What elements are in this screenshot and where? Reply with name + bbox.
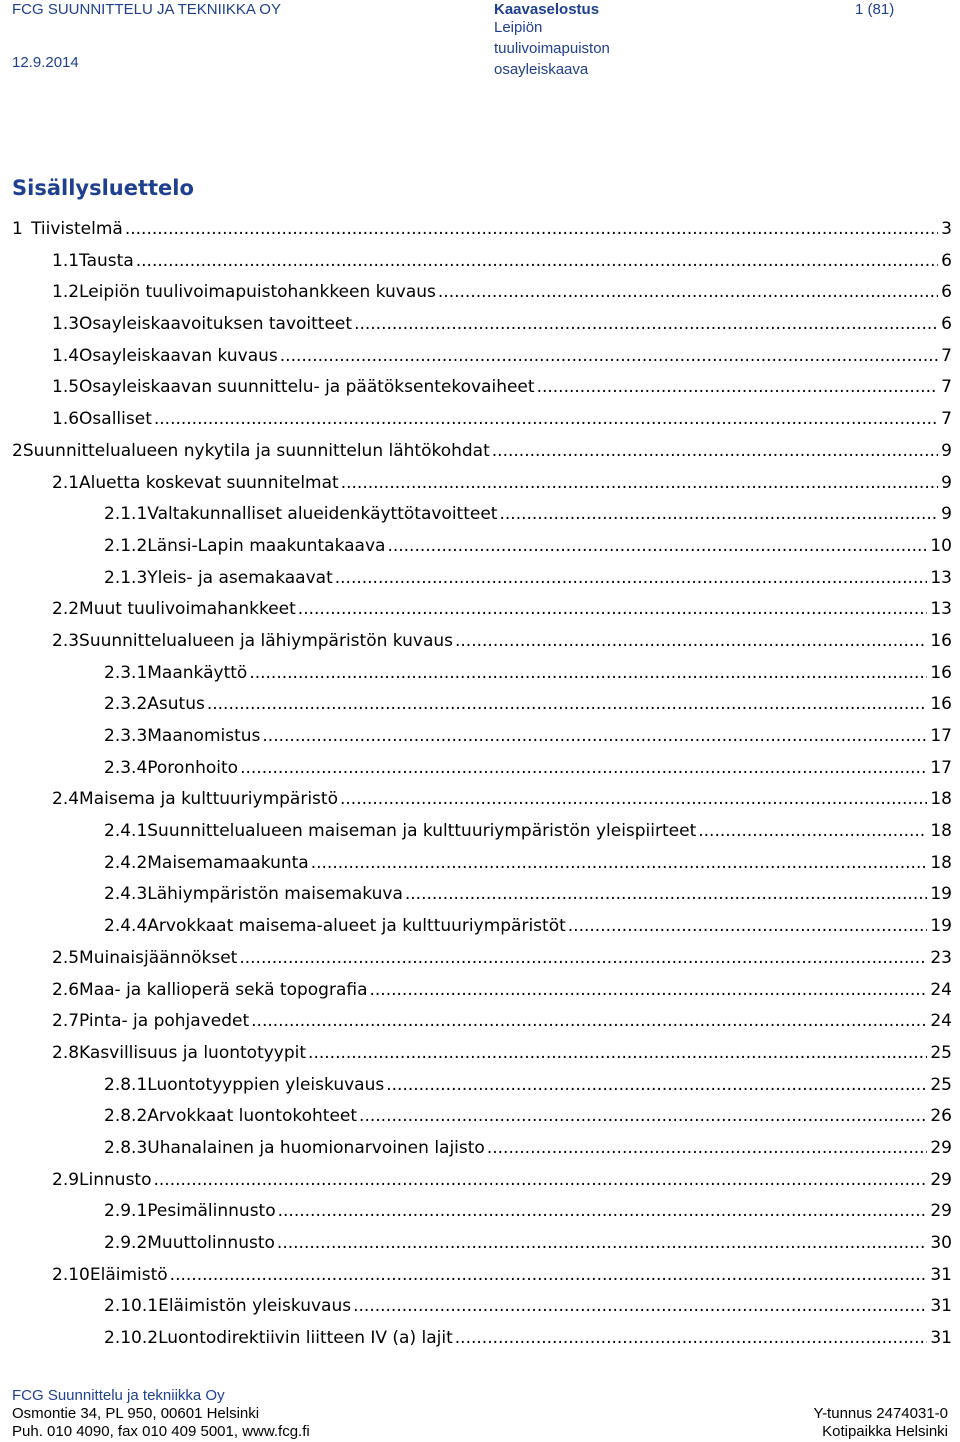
- toc-entry-page: 6: [941, 314, 952, 335]
- toc-entry-number: 2.8: [52, 1042, 80, 1063]
- footer-business-id: Y-tunnus 2474031-0: [813, 1405, 948, 1422]
- toc-dot-leader: [568, 916, 928, 936]
- toc-dot-leader: [340, 789, 927, 809]
- toc-dot-leader: [438, 282, 938, 302]
- toc-dot-leader: [335, 568, 928, 588]
- toc-entry[interactable]: [0, 789, 960, 821]
- toc-entry-page: 6: [941, 250, 952, 271]
- toc-entry-title: Osayleiskaavan kuvaus: [79, 345, 278, 366]
- toc-entry-title: Tiivistelmä: [31, 219, 123, 239]
- toc-dot-leader: [341, 473, 938, 493]
- toc-entry-title: Maisemamaakunta: [147, 852, 309, 873]
- toc-entry-page: 6: [941, 282, 952, 303]
- footer-line-contact: [12, 1423, 948, 1441]
- toc-entry[interactable]: [0, 948, 960, 980]
- toc-entry-page: 9: [941, 440, 952, 461]
- toc-dot-leader: [353, 1296, 927, 1316]
- toc-entry-number: 2.3.1: [104, 662, 148, 683]
- toc-dot-leader: [455, 631, 927, 651]
- toc-entry[interactable]: [0, 251, 960, 283]
- toc-entry[interactable]: [0, 1201, 960, 1233]
- toc-entry-number: 2.5: [52, 947, 80, 968]
- toc-entry[interactable]: [0, 536, 960, 568]
- toc-entry-page: 7: [941, 409, 952, 430]
- toc-dot-leader: [359, 1106, 927, 1126]
- toc-dot-leader: [387, 536, 927, 556]
- toc-entry-number: 2.8.3: [104, 1137, 148, 1158]
- toc-entry-page: 13: [930, 567, 952, 588]
- toc-entry-title: Muuttolinnusto: [147, 1233, 275, 1253]
- toc-entry[interactable]: [0, 694, 960, 726]
- toc-entry[interactable]: [0, 758, 960, 790]
- toc-title: Sisällysluettelo: [12, 176, 194, 200]
- toc-entry[interactable]: [0, 1106, 960, 1138]
- toc-entry-number: 2.3.2: [104, 694, 148, 715]
- toc-entry[interactable]: [0, 1265, 960, 1297]
- header-subject-line: osayleiskaava: [494, 61, 589, 78]
- toc-entry-page: 17: [930, 757, 952, 778]
- toc-entry[interactable]: [0, 282, 960, 314]
- toc-dot-leader: [354, 314, 938, 334]
- toc-entry[interactable]: [0, 980, 960, 1012]
- toc-entry[interactable]: [0, 219, 960, 251]
- toc-entry-page: 19: [930, 916, 952, 937]
- toc-dot-leader: [537, 377, 939, 397]
- toc-entry-page: 9: [941, 472, 952, 493]
- toc-entry-page: 25: [930, 1042, 952, 1063]
- toc-entry-title: Eläimistö: [89, 1264, 168, 1285]
- toc-entry-page: 29: [930, 1169, 952, 1190]
- toc-entry-number: 1.3: [52, 314, 80, 335]
- toc-entry[interactable]: [0, 1075, 960, 1107]
- header-date: 12.9.2014: [12, 54, 79, 71]
- toc-dot-leader: [262, 726, 927, 746]
- toc-entry[interactable]: [0, 1170, 960, 1202]
- toc-entry-title: Suunnittelualueen nykytila ja suunnittelun lähtökohdat: [22, 440, 490, 461]
- toc-entry-page: 24: [930, 1011, 952, 1032]
- toc-entry-title: Pesimälinnusto: [147, 1201, 276, 1222]
- toc-dot-leader: [278, 1201, 928, 1221]
- toc-entry-title: Arvokkaat luontokohteet: [147, 1106, 358, 1127]
- toc-entry-number: 2.9: [52, 1169, 80, 1190]
- toc-entry-page: 31: [930, 1296, 952, 1317]
- toc-dot-leader: [386, 1075, 927, 1095]
- toc-entry-title: Luontodirektiivin liitteen IV (a) lajit: [158, 1328, 453, 1349]
- toc-dot-leader: [405, 884, 927, 904]
- toc-entry-page: 24: [930, 979, 952, 1000]
- toc-entry-title: Suunnittelualueen ja lähiympäristön kuvaus: [79, 630, 453, 651]
- toc-entry-number: 2.6: [52, 979, 80, 1000]
- toc-entry-number: 2.1.1: [104, 504, 148, 525]
- toc-entry-number: 1: [12, 219, 23, 239]
- toc-entry-number: 2.1: [52, 472, 80, 493]
- toc-dot-leader: [170, 1265, 928, 1285]
- toc-entry-title: Eläimistön yleiskuvaus: [158, 1296, 352, 1317]
- toc-entry[interactable]: [0, 1296, 960, 1328]
- toc-entry[interactable]: [0, 346, 960, 378]
- toc-dot-leader: [311, 853, 928, 873]
- toc-entry[interactable]: [0, 821, 960, 853]
- toc-entry-title: Leipiön tuulivoimapuistohankkeen kuvaus: [79, 282, 436, 303]
- toc-entry[interactable]: [0, 409, 960, 441]
- toc-entry-page: 29: [930, 1201, 952, 1222]
- toc-entry-page: 16: [930, 694, 952, 715]
- toc-entry-page: 18: [930, 821, 952, 842]
- header-subject-line: tuulivoimapuiston: [494, 40, 610, 57]
- toc-dot-leader: [492, 441, 938, 461]
- header-page-number: 1 (81): [855, 1, 895, 18]
- toc-entry-title: Maanomistus: [147, 726, 261, 746]
- toc-entry-title: Poronhoito: [147, 757, 239, 778]
- toc-dot-leader: [136, 251, 938, 271]
- toc-entry[interactable]: [0, 1138, 960, 1170]
- toc-entry[interactable]: [0, 663, 960, 695]
- toc-entry-page: 31: [930, 1264, 952, 1285]
- toc-entry-number: 2.3: [52, 630, 80, 651]
- toc-entry-number: 2.4: [52, 789, 80, 810]
- toc-entry-title: Pinta- ja pohjavedet: [79, 1011, 250, 1032]
- toc-entry[interactable]: [0, 473, 960, 505]
- toc-dot-leader: [455, 1328, 928, 1348]
- toc-entry-page: 13: [930, 599, 952, 620]
- toc-entry-number: 2.3.3: [104, 726, 148, 746]
- page-footer: [12, 1387, 948, 1441]
- toc-entry-number: 2.10.1: [104, 1296, 159, 1317]
- toc-entry-title: Maisema ja kulttuuriympäristö: [79, 789, 338, 810]
- toc-dot-leader: [370, 980, 928, 1000]
- toc-dot-leader: [207, 694, 928, 714]
- toc-dot-leader: [251, 1011, 927, 1031]
- toc-entry-number: 2.9.2: [104, 1233, 148, 1253]
- toc-dot-leader: [240, 758, 927, 778]
- toc-entry[interactable]: [0, 1233, 960, 1265]
- toc-entry-page: 10: [930, 535, 952, 556]
- toc-entry-number: 2.2: [52, 599, 80, 620]
- toc-entry-title: Kasvillisuus ja luontotyypit: [79, 1042, 307, 1063]
- toc-entry-title: Länsi-Lapin maakuntakaava: [147, 535, 386, 556]
- toc-entry[interactable]: [0, 631, 960, 663]
- toc-entry-title: Osayleiskaavoituksen tavoitteet: [79, 314, 353, 335]
- toc-dot-leader: [487, 1138, 928, 1158]
- toc-entry-number: 2.1.3: [104, 567, 148, 588]
- toc-entry-number: 2: [12, 440, 23, 461]
- toc-entry-number: 2.3.4: [104, 757, 148, 778]
- footer-address: Osmontie 34, PL 950, 00601 Helsinki: [12, 1405, 260, 1422]
- toc-entry-number: 1.1: [52, 250, 80, 271]
- footer-line-address: [12, 1405, 948, 1423]
- toc-entry-number: 2.4.3: [104, 884, 148, 905]
- toc-entry-page: 26: [930, 1106, 952, 1127]
- toc-dot-leader: [125, 219, 938, 239]
- toc-dot-leader: [277, 1233, 927, 1253]
- toc-entry-title: Uhanalainen ja huomionarvoinen lajisto: [147, 1137, 485, 1158]
- toc-entry-title: Aluetta koskevat suunnitelmat: [79, 472, 339, 493]
- toc-entry[interactable]: [0, 377, 960, 409]
- toc-entry-page: 7: [941, 377, 952, 398]
- footer-domicile: Kotipaikka Helsinki: [822, 1423, 948, 1440]
- toc-dot-leader: [298, 599, 928, 619]
- toc-entry-title: Suunnittelualueen maiseman ja kulttuuriympäristön yleispiirteet: [147, 821, 697, 842]
- toc-entry[interactable]: [0, 853, 960, 885]
- toc-entry-page: 16: [930, 662, 952, 683]
- toc-entry-number: 2.8.2: [104, 1106, 148, 1127]
- toc-entry-title: Tausta: [79, 250, 134, 271]
- toc-entry[interactable]: [0, 314, 960, 346]
- toc-entry-number: 2.9.1: [104, 1201, 148, 1222]
- toc-entry-title: Arvokkaat maisema-alueet ja kulttuuriympäristöt: [147, 916, 566, 937]
- toc-entry-page: 29: [930, 1137, 952, 1158]
- toc-dot-leader: [698, 821, 927, 841]
- toc-entry-title: Valtakunnalliset alueidenkäyttötavoitteet: [147, 504, 498, 525]
- toc-entry-title: Osayleiskaavan suunnittelu- ja päätöksentekovaiheet: [79, 377, 535, 398]
- toc-entry[interactable]: [0, 1043, 960, 1075]
- toc-entry-page: 18: [930, 852, 952, 873]
- toc-entry-title: Muinaisjäännökset: [79, 947, 238, 968]
- toc-entry-number: 2.4.1: [104, 821, 148, 842]
- toc-entry-page: 7: [941, 345, 952, 366]
- toc-entry-page: 25: [930, 1074, 952, 1095]
- toc-entry-page: 19: [930, 884, 952, 905]
- toc-entry[interactable]: [0, 1011, 960, 1043]
- toc-dot-leader: [154, 409, 938, 429]
- toc-entry[interactable]: [0, 504, 960, 536]
- toc-entry-page: 3: [941, 219, 952, 239]
- toc-dot-leader: [249, 663, 927, 683]
- toc-entry[interactable]: [0, 568, 960, 600]
- header-subject-line: Leipiön: [494, 19, 543, 36]
- toc-entry-page: 16: [930, 630, 952, 651]
- toc-dot-leader: [280, 346, 938, 366]
- toc-entry-number: 2.1.2: [104, 535, 148, 556]
- toc-entry-number: 2.8.1: [104, 1074, 148, 1095]
- table-of-contents: [0, 219, 960, 1360]
- toc-entry[interactable]: [0, 599, 960, 631]
- footer-company: FCG Suunnittelu ja tekniikka Oy: [12, 1387, 225, 1404]
- toc-entry[interactable]: [0, 884, 960, 916]
- toc-entry-number: 2.4.2: [104, 852, 148, 873]
- toc-entry-number: 1.5: [52, 377, 80, 398]
- toc-entry-number: 1.6: [52, 409, 80, 430]
- toc-entry-page: 30: [930, 1233, 952, 1253]
- toc-dot-leader: [239, 948, 927, 968]
- header-company: FCG SUUNNITTELU JA TEKNIIKKA OY: [12, 1, 281, 18]
- toc-entry-number: 2.10: [52, 1264, 90, 1285]
- toc-entry-number: 1.4: [52, 345, 80, 366]
- toc-entry-page: 18: [930, 789, 952, 810]
- toc-entry-title: Linnusto: [79, 1169, 152, 1190]
- toc-entry[interactable]: [0, 916, 960, 948]
- toc-entry-title: Luontotyyppien yleiskuvaus: [147, 1074, 385, 1095]
- header-document-title: Kaavaselostus: [494, 1, 600, 18]
- toc-entry-page: 9: [941, 504, 952, 525]
- toc-entry-number: 2.7: [52, 1011, 80, 1032]
- toc-entry[interactable]: [0, 1328, 960, 1360]
- toc-entry-title: Yleis- ja asemakaavat: [147, 567, 333, 588]
- toc-entry-page: 17: [930, 726, 952, 746]
- toc-entry-number: 1.2: [52, 282, 80, 303]
- toc-entry-title: Maankäyttö: [147, 662, 248, 683]
- toc-entry-number: 2.4.4: [104, 916, 148, 937]
- toc-entry-title: Maa- ja kallioperä sekä topografia: [79, 979, 368, 1000]
- toc-entry-title: Asutus: [147, 694, 205, 715]
- toc-entry-title: Osalliset: [79, 409, 152, 430]
- toc-entry-title: Lähiympäristön maisemakuva: [147, 884, 403, 905]
- header-subject: [494, 19, 610, 82]
- toc-entry-number: 2.10.2: [104, 1328, 159, 1349]
- toc-entry-page: 23: [930, 947, 952, 968]
- toc-dot-leader: [499, 504, 938, 524]
- footer-contact: Puh. 010 4090, fax 010 409 5001, www.fcg.fi: [12, 1423, 310, 1440]
- toc-dot-leader: [154, 1170, 928, 1190]
- toc-entry-title: Muut tuulivoimahankkeet: [79, 599, 296, 620]
- toc-entry[interactable]: [0, 441, 960, 473]
- toc-entry-page: 31: [930, 1328, 952, 1349]
- toc-dot-leader: [308, 1043, 927, 1063]
- toc-entry[interactable]: [0, 726, 960, 758]
